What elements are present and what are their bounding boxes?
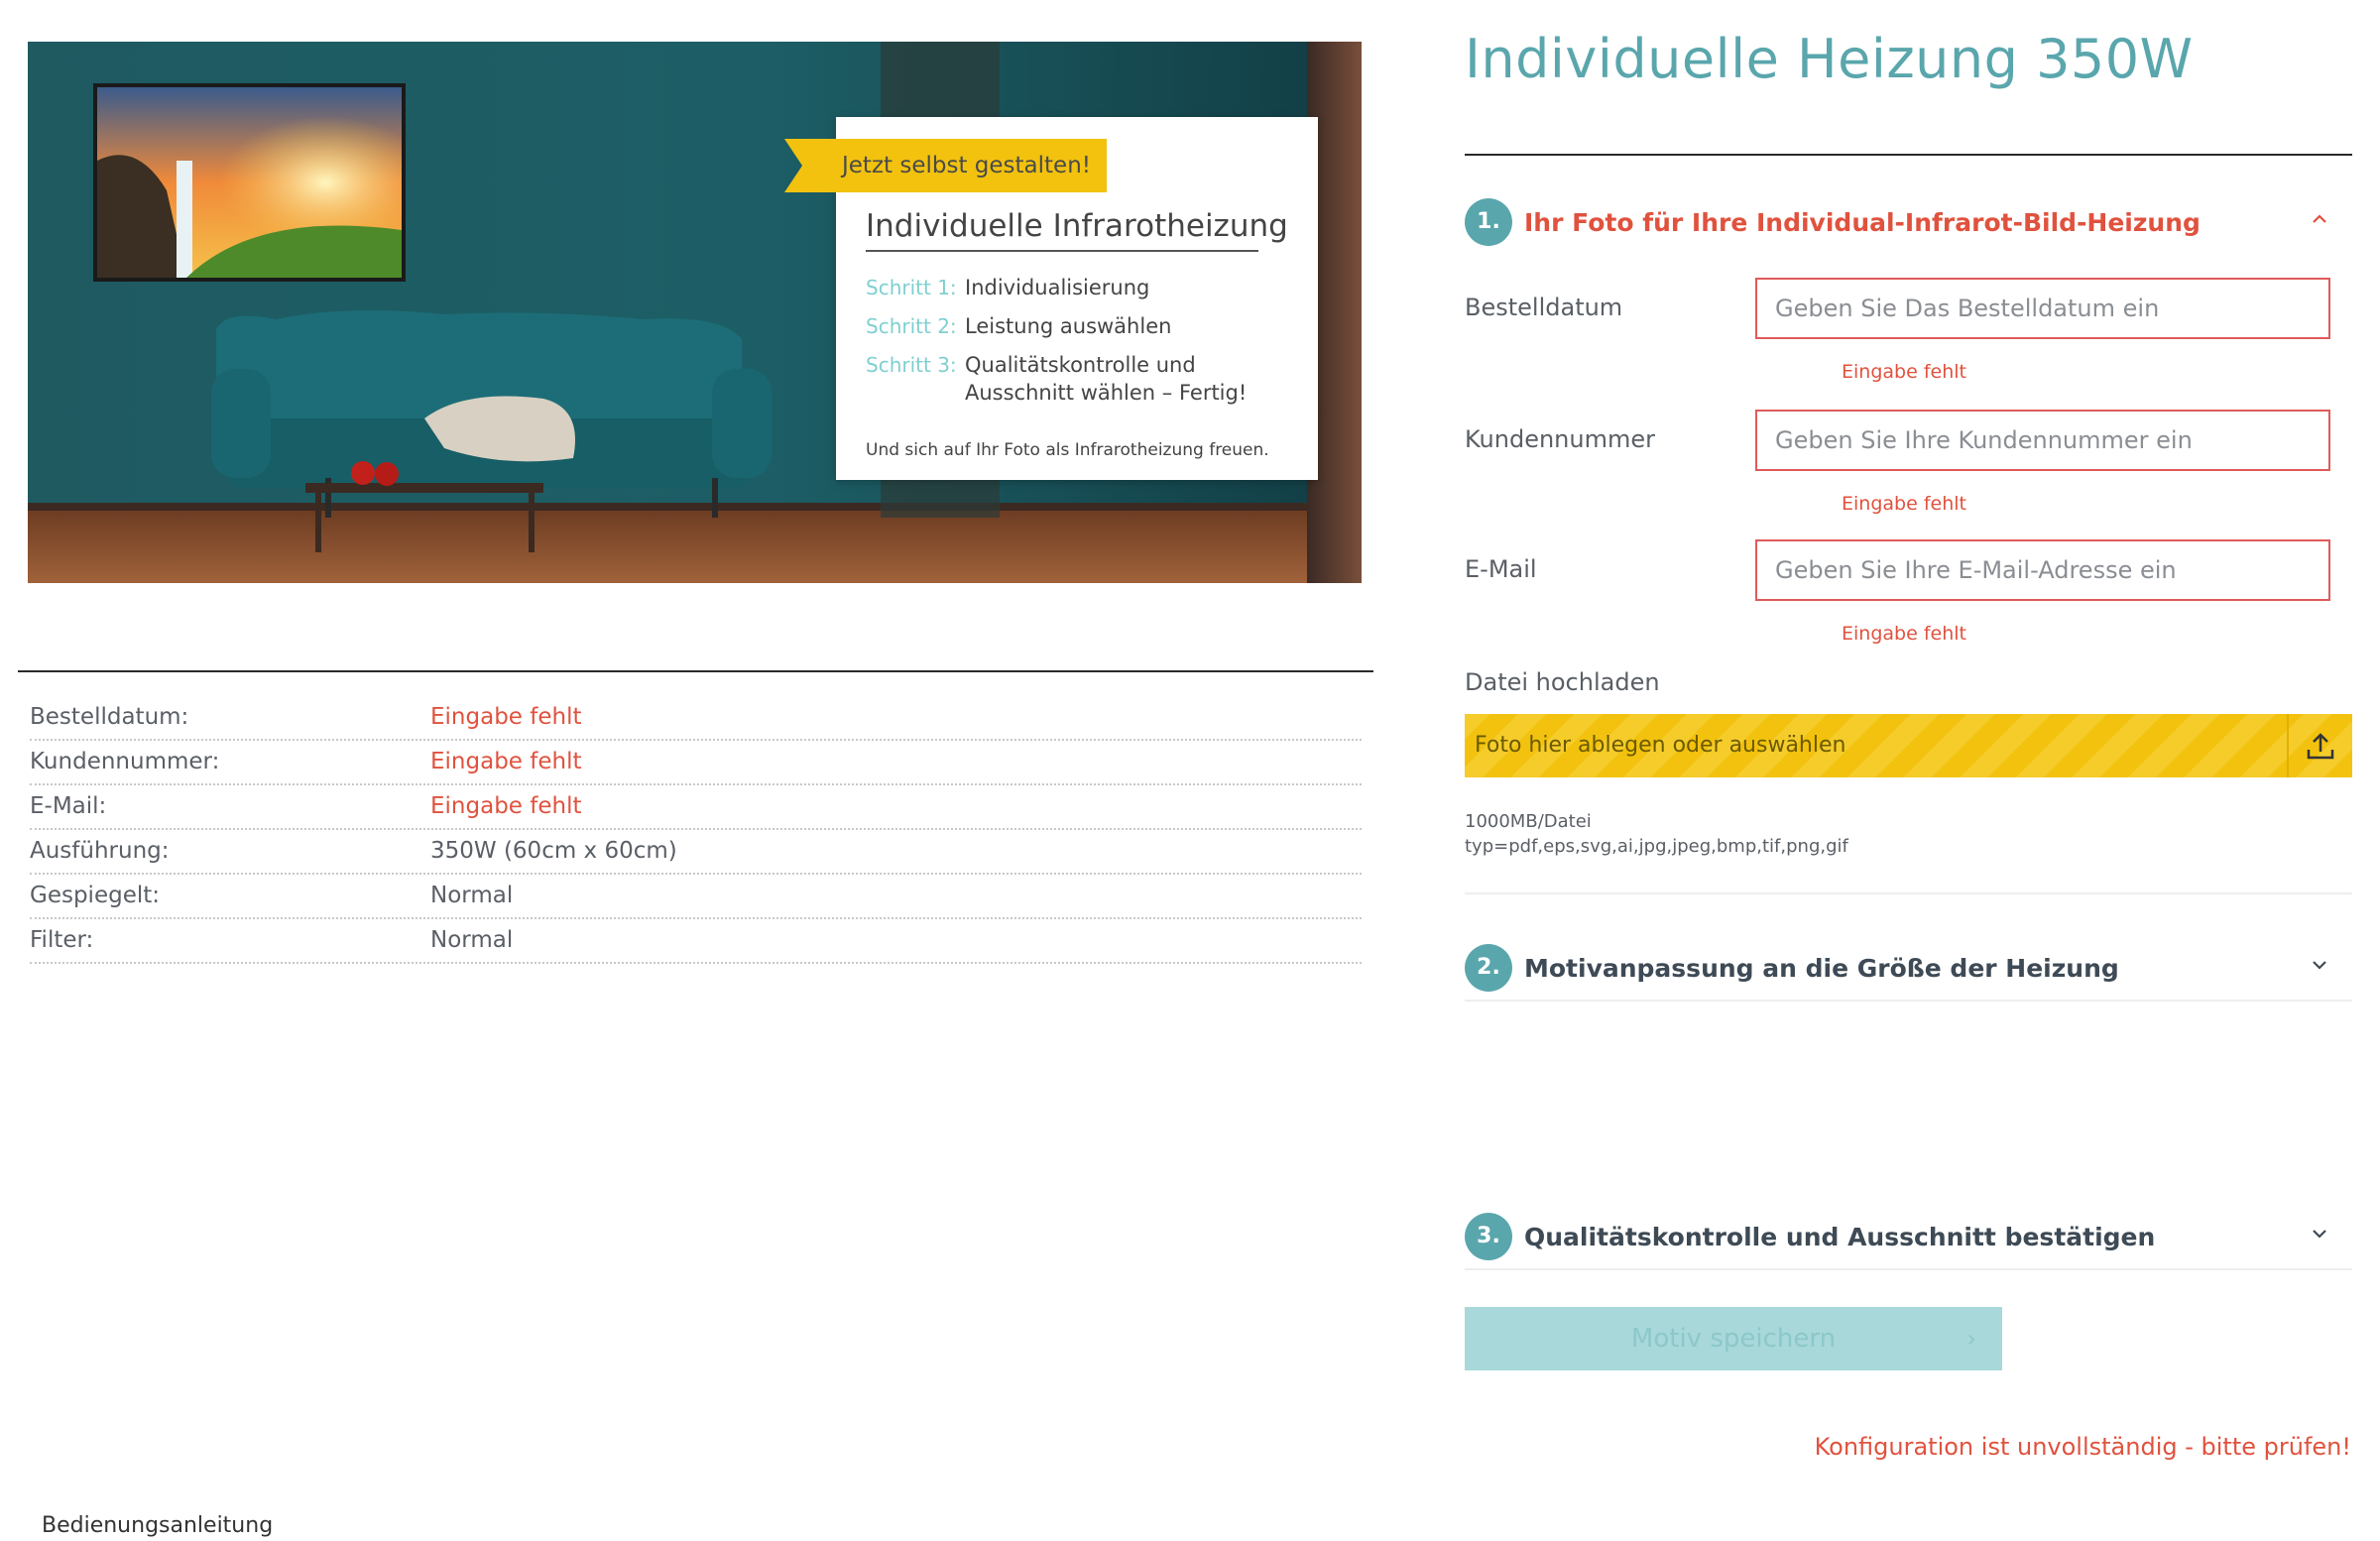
section-divider [1465,892,2352,894]
upload-size-hint: 1000MB/Datei [1465,811,1592,832]
email-label: E-Mail [1465,555,1537,583]
summary-value: Normal [430,883,514,908]
chevron-down-icon[interactable] [2307,1221,2332,1246]
promo-step-3-cont: Ausschnitt wählen – Fertig! [965,381,1248,405]
summary-row-filter [30,919,1362,964]
section-1-header[interactable] [1465,196,2352,248]
step-label: Schritt 2: [866,314,957,338]
order-date-input[interactable] [1755,278,2330,339]
promo-tag-label: Jetzt selbst gestalten! [842,153,1091,178]
incomplete-warning: Konfiguration ist unvollständig - bitte prüfen! [1814,1433,2351,1461]
summary-row-customer-no [30,741,1362,785]
step-label: Schritt 1: [866,276,957,299]
promo-step-3 [866,353,1196,377]
section-2-header[interactable] [1465,942,2352,994]
title-divider [1465,154,2352,156]
save-button-label: Motiv speichern [1630,1324,1837,1354]
dropzone-text: Foto hier ablegen oder auswählen [1475,733,1846,758]
promo-card [836,117,1318,480]
chevron-down-icon[interactable] [2307,952,2332,978]
email-input[interactable] [1755,539,2330,601]
upload-type-hint: typ=pdf,eps,svg,ai,jpg,jpeg,bmp,tif,png,gif [1465,836,1848,857]
promo-tag[interactable] [784,139,1107,192]
customer-no-input[interactable] [1755,410,2330,471]
step-label: Schritt 3: [866,353,957,377]
order-date-label: Bestelldatum [1465,294,1623,321]
product-title: Individuelle Heizung 350W [1465,28,2194,90]
manual-link[interactable]: Bedienungsanleitung [42,1513,274,1538]
summary-key: E-Mail: [30,793,107,819]
summary-value: 350W (60cm x 60cm) [430,838,677,864]
section-divider [1465,1268,2352,1270]
step-badge: 1. [1465,198,1512,246]
summary-row-order-date [30,696,1362,741]
step-text: Qualitätskontrolle und [965,353,1196,377]
section-title: Motivanpassung an die Größe der Heizung [1524,954,2119,983]
customer-no-label: Kundennummer [1465,425,1655,453]
summary-key: Gespiegelt: [30,883,161,908]
summary-row-execution [30,830,1362,875]
summary-key: Bestelldatum: [30,704,189,730]
step-text: Leistung auswählen [965,314,1172,338]
chevron-up-icon[interactable] [2307,206,2332,232]
step-text: Individualisierung [965,276,1150,299]
summary-key: Kundennummer: [30,749,220,774]
section-divider [1465,1000,2352,1002]
wall-painting [93,83,406,282]
summary-value: Eingabe fehlt [430,749,582,774]
promo-footer: Und sich auf Ihr Foto als Infrarotheizung freuen. [866,440,1269,460]
file-dropzone[interactable] [1465,714,2352,777]
summary-row-mirrored [30,875,1362,919]
save-motif-button[interactable] [1465,1307,2002,1370]
hero-banner [28,42,1362,583]
summary-value: Normal [430,927,514,953]
upload-icon [2305,730,2336,762]
upload-button[interactable] [2287,714,2352,777]
summary-value: Eingabe fehlt [430,704,582,730]
order-date-error: Eingabe fehlt [1842,361,1966,383]
section-3-header[interactable] [1465,1211,2352,1262]
summary-row-email [30,785,1362,830]
step-badge: 2. [1465,944,1512,992]
upload-label: Datei hochladen [1465,668,1660,696]
section-title: Qualitätskontrolle und Ausschnitt bestätigen [1524,1223,2156,1251]
summary-divider [18,670,1373,672]
promo-step-1 [866,276,1149,299]
customer-no-error: Eingabe fehlt [1842,493,1966,515]
summary-value: Eingabe fehlt [430,793,582,819]
promo-title: Individuelle Infrarotheizung [866,208,1258,252]
step-badge: 3. [1465,1213,1512,1260]
promo-step-2 [866,314,1171,338]
email-error: Eingabe fehlt [1842,623,1966,645]
summary-table [30,696,1362,964]
section-title: Ihr Foto für Ihre Individual-Infrarot-Bild-Heizung [1524,208,2201,237]
summary-key: Filter: [30,927,94,953]
summary-key: Ausführung: [30,838,170,864]
chevron-right-icon: › [1966,1325,1976,1353]
